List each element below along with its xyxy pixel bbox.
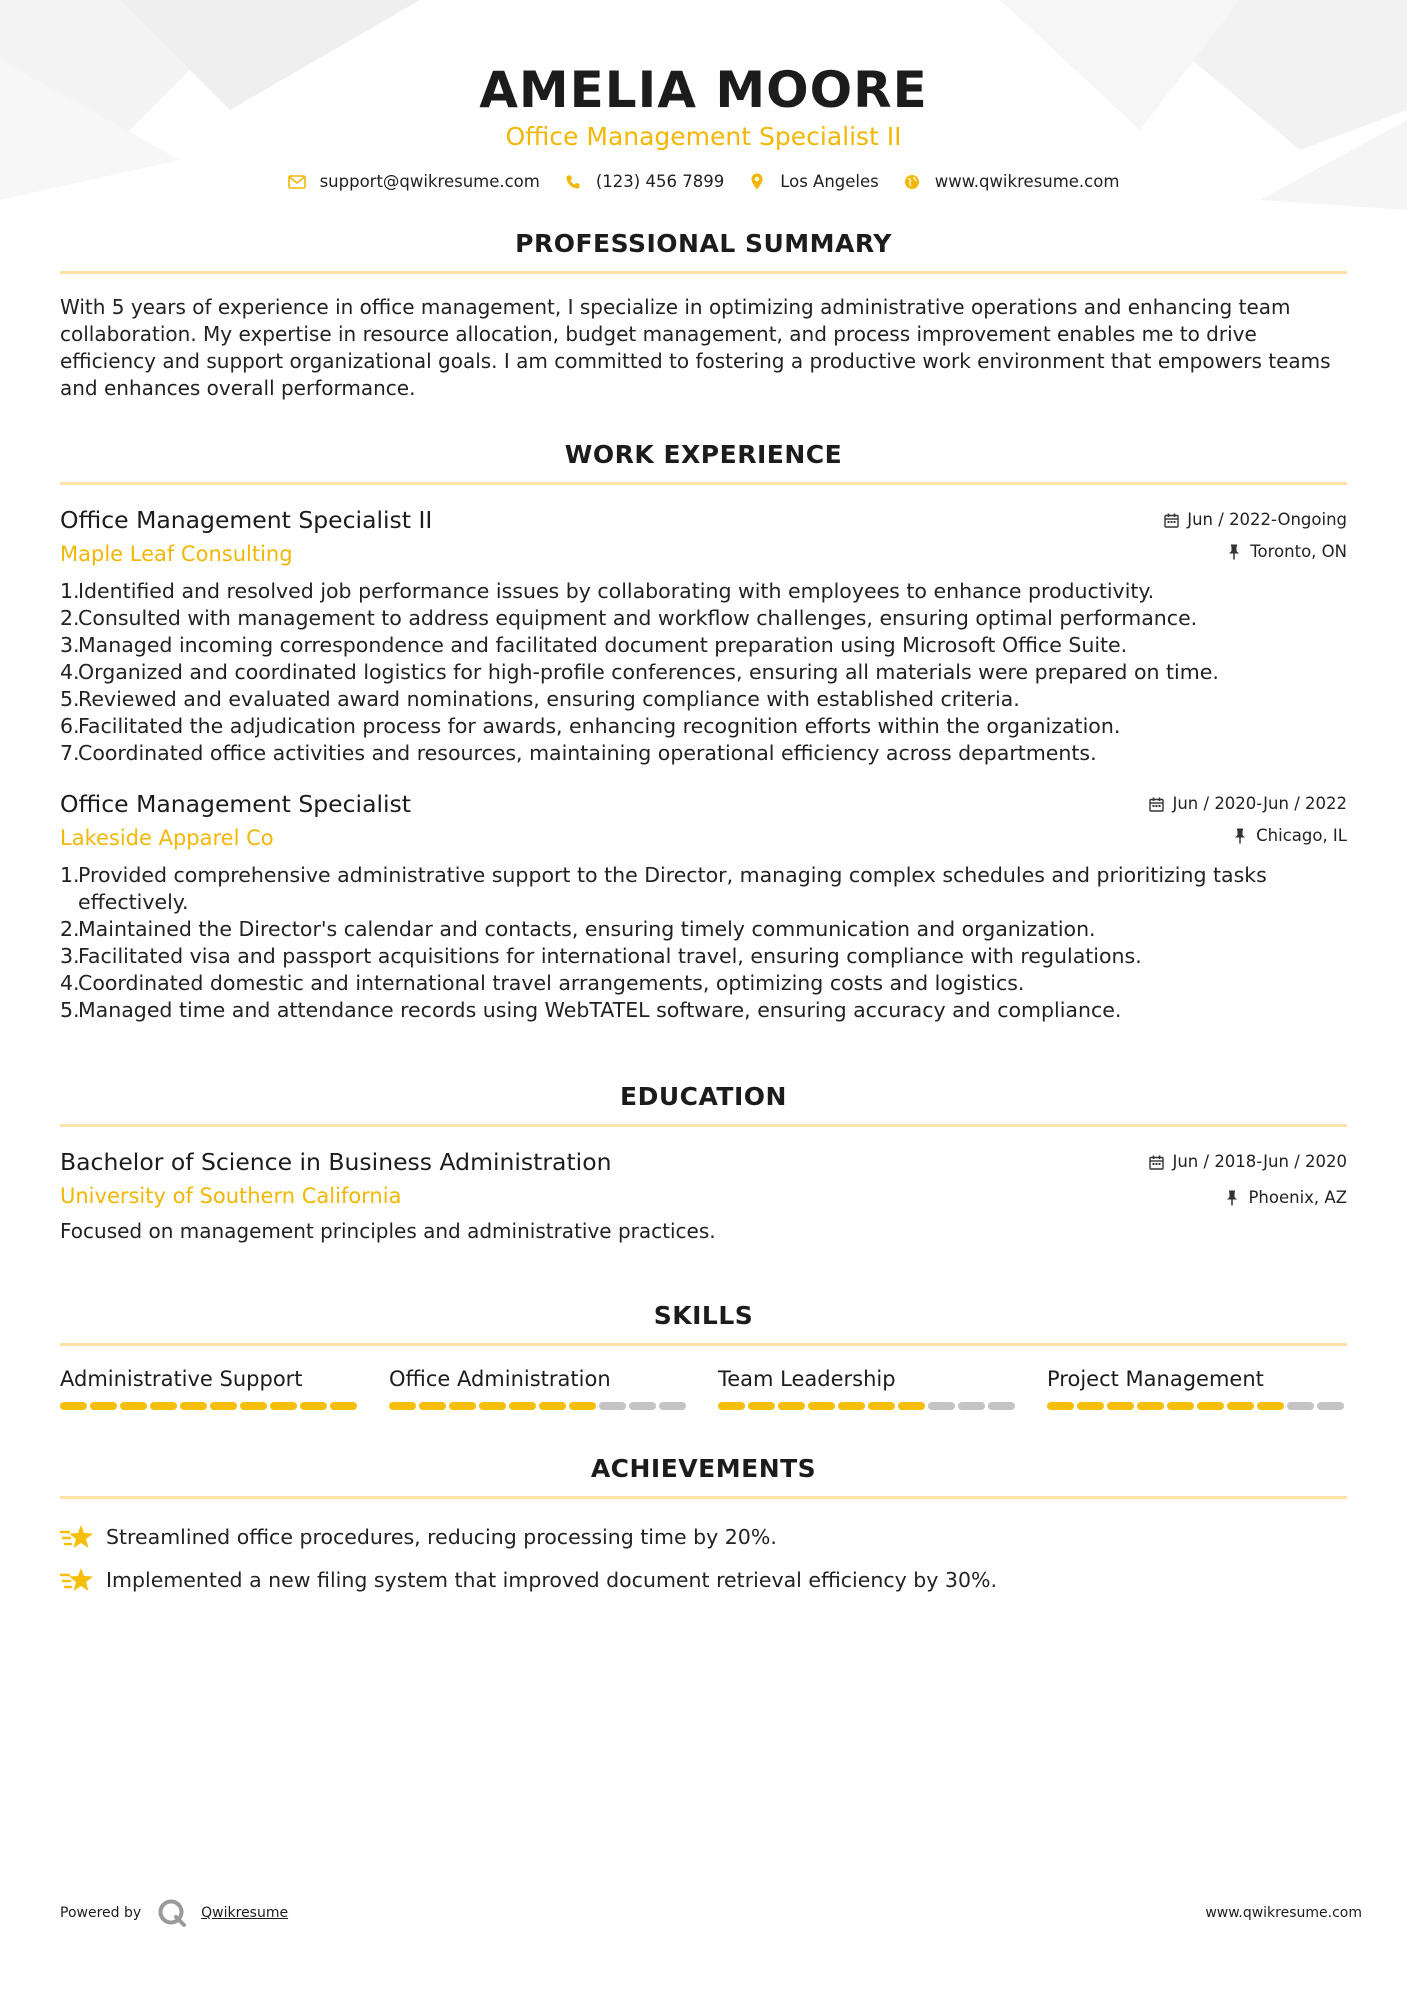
rating-dot-filled [449,1402,476,1410]
skill-name: Administrative Support [60,1367,303,1391]
rating-dot-filled [330,1402,357,1410]
education-heading: EDUCATION [620,1082,787,1111]
star-icon [60,1523,94,1551]
experience-section [60,440,1347,1024]
education-location: Phoenix, AZ [1248,1188,1347,1207]
job-company: Lakeside Apparel Co [60,826,274,850]
list-item: 5. Managed time and attendance records using WebTATEL software, ensuring accuracy and compliance. [60,998,1122,1022]
list-item: 3. Facilitated visa and passport acquisitions for international travel, ensuring compliance with regulations. [60,944,1142,968]
skill-rating [1047,1402,1347,1410]
skill-name: Team Leadership [718,1367,896,1391]
rating-dot-filled [748,1402,775,1410]
achievement-text: Implemented a new filing system that improved document retrieval efficiency by 30%. [106,1567,998,1592]
rating-dot-filled [90,1402,117,1410]
skill-name: Project Management [1047,1367,1264,1391]
rating-dot-empty [928,1402,955,1410]
job-bullets [60,578,1347,767]
achievement-item [60,1523,1347,1551]
skill-item [389,1366,689,1410]
contact-bar [60,172,1347,191]
rating-dot-filled [539,1402,566,1410]
powered-by-label: Powered by [60,1905,142,1921]
summary-text: With 5 years of experience in office management, I specialize in optimizing administrative operations and enhancing team collaboration. My expertise in resource allocation, budget management, and process improvement enables me to drive efficiency and support organizational goals. I am committed to fostering a productive work environment that empowers teams and enhances overall performance. [60,295,1331,400]
rating-dot-filled [389,1402,416,1410]
rating-dot-filled [150,1402,177,1410]
brand-link[interactable]: Qwikresume [201,1905,289,1921]
job-entry [60,505,1347,767]
calendar-icon [1148,1154,1164,1170]
rating-dot-filled [180,1402,207,1410]
rating-dot-empty [659,1402,686,1410]
contact-phone-text: (123) 456 7899 [595,172,725,191]
pushpin-icon [1226,544,1242,560]
skill-item [1047,1366,1347,1410]
pushpin-icon [1224,1190,1240,1206]
list-item: 5. Reviewed and evaluated award nominations, ensuring compliance with established criteria. [60,687,1020,711]
contact-website[interactable] [903,172,1120,191]
experience-heading: WORK EXPERIENCE [564,440,843,469]
powered-by [60,1898,288,1928]
job-date: Jun / 2022-Ongoing [1187,510,1347,529]
candidate-title: Office Management Specialist II [505,122,902,151]
rating-dot-filled [1137,1402,1164,1410]
rating-dot-filled [1167,1402,1194,1410]
envelope-icon [288,173,306,191]
page-footer [60,1898,1362,1928]
degree-title: Bachelor of Science in Business Administration [60,1148,612,1176]
list-item: 4. Organized and coordinated logistics for high-profile conferences, ensuring all materials were prepared on time. [60,660,1219,684]
calendar-icon [1163,512,1179,528]
summary-heading: PROFESSIONAL SUMMARY [515,229,892,258]
skill-rating [389,1402,689,1410]
rating-dot-empty [988,1402,1015,1410]
footer-website-link[interactable]: www.qwikresume.com [1205,1905,1362,1921]
job-entry [60,789,1347,1024]
job-bullets [60,862,1347,1024]
list-item: 1. Provided comprehensive administrative support to the Director, managing complex schedules and prioritizing tasks effectively. [60,863,1267,914]
rating-dot-filled [1107,1402,1134,1410]
resume-header [60,0,1347,191]
achievement-item [60,1566,1347,1594]
section-divider [60,1124,1347,1127]
job-title: Office Management Specialist II [60,506,433,534]
rating-dot-filled [479,1402,506,1410]
skill-name: Office Administration [389,1367,611,1391]
rating-dot-filled [1197,1402,1224,1410]
list-item: 7. Coordinated office activities and resources, maintaining operational efficiency across departments. [60,741,1097,765]
rating-dot-filled [419,1402,446,1410]
qwikresume-logo-icon [157,1898,187,1928]
rating-dot-filled [1227,1402,1254,1410]
school-name: University of Southern California [60,1184,402,1208]
list-item: 1. Identified and resolved job performance issues by collaborating with employees to enhance productivity. [60,579,1155,603]
section-divider [60,1343,1347,1346]
rating-dot-filled [718,1402,745,1410]
summary-section [60,229,1347,402]
rating-dot-filled [509,1402,536,1410]
achievement-text: Streamlined office procedures, reducing processing time by 20%. [106,1524,777,1549]
skill-item [718,1366,1018,1410]
job-location: Chicago, IL [1256,826,1347,845]
star-icon [60,1566,94,1594]
job-location: Toronto, ON [1250,542,1347,561]
education-description: Focused on management principles and administrative practices. [60,1219,716,1243]
phone-icon [564,173,582,191]
section-divider [60,482,1347,485]
rating-dot-filled [210,1402,237,1410]
contact-email[interactable] [288,172,540,191]
skills-list [60,1366,1347,1410]
rating-dot-filled [270,1402,297,1410]
rating-dot-filled [1047,1402,1074,1410]
rating-dot-filled [898,1402,925,1410]
list-item: 2. Maintained the Director's calendar and contacts, ensuring timely communication and organization. [60,917,1096,941]
rating-dot-filled [1077,1402,1104,1410]
achievements-heading: ACHIEVEMENTS [590,1454,817,1483]
education-entry [60,1147,1347,1245]
pushpin-icon [1232,828,1248,844]
rating-dot-empty [1317,1402,1344,1410]
map-pin-icon [748,173,766,191]
calendar-icon [1148,796,1164,812]
contact-location-text: Los Angeles [780,172,879,191]
skill-rating [60,1402,360,1410]
contact-website-text: www.qwikresume.com [934,172,1120,191]
rating-dot-filled [1257,1402,1284,1410]
job-company: Maple Leaf Consulting [60,542,293,566]
skills-heading: SKILLS [653,1301,754,1330]
globe-icon [903,173,921,191]
rating-dot-empty [629,1402,656,1410]
list-item: 3. Managed incoming correspondence and facilitated document preparation using Microsoft Office Suite. [60,633,1128,657]
rating-dot-filled [868,1402,895,1410]
section-divider [60,271,1347,274]
rating-dot-empty [958,1402,985,1410]
skill-item [60,1366,360,1410]
job-title: Office Management Specialist [60,790,411,818]
job-date: Jun / 2020-Jun / 2022 [1172,794,1347,813]
section-divider [60,1496,1347,1499]
rating-dot-filled [808,1402,835,1410]
rating-dot-filled [838,1402,865,1410]
contact-phone[interactable] [564,172,724,191]
skills-section [60,1301,1347,1410]
rating-dot-filled [300,1402,327,1410]
skill-rating [718,1402,1018,1410]
candidate-name: AMELIA MOORE [479,61,928,119]
rating-dot-filled [778,1402,805,1410]
achievements-section [60,1454,1347,1594]
rating-dot-filled [60,1402,87,1410]
rating-dot-filled [240,1402,267,1410]
rating-dot-empty [599,1402,626,1410]
contact-email-text: support@qwikresume.com [319,172,540,191]
list-item: 6. Facilitated the adjudication process for awards, enhancing recognition efforts within the organization. [60,714,1121,738]
list-item: 2. Consulted with management to address equipment and workflow challenges, ensuring optimal performance. [60,606,1198,630]
education-section [60,1082,1347,1245]
contact-location [748,172,879,191]
rating-dot-empty [1287,1402,1314,1410]
education-date: Jun / 2018-Jun / 2020 [1172,1152,1347,1171]
list-item: 4. Coordinated domestic and international travel arrangements, optimizing costs and logistics. [60,971,1025,995]
rating-dot-filled [120,1402,147,1410]
rating-dot-filled [569,1402,596,1410]
